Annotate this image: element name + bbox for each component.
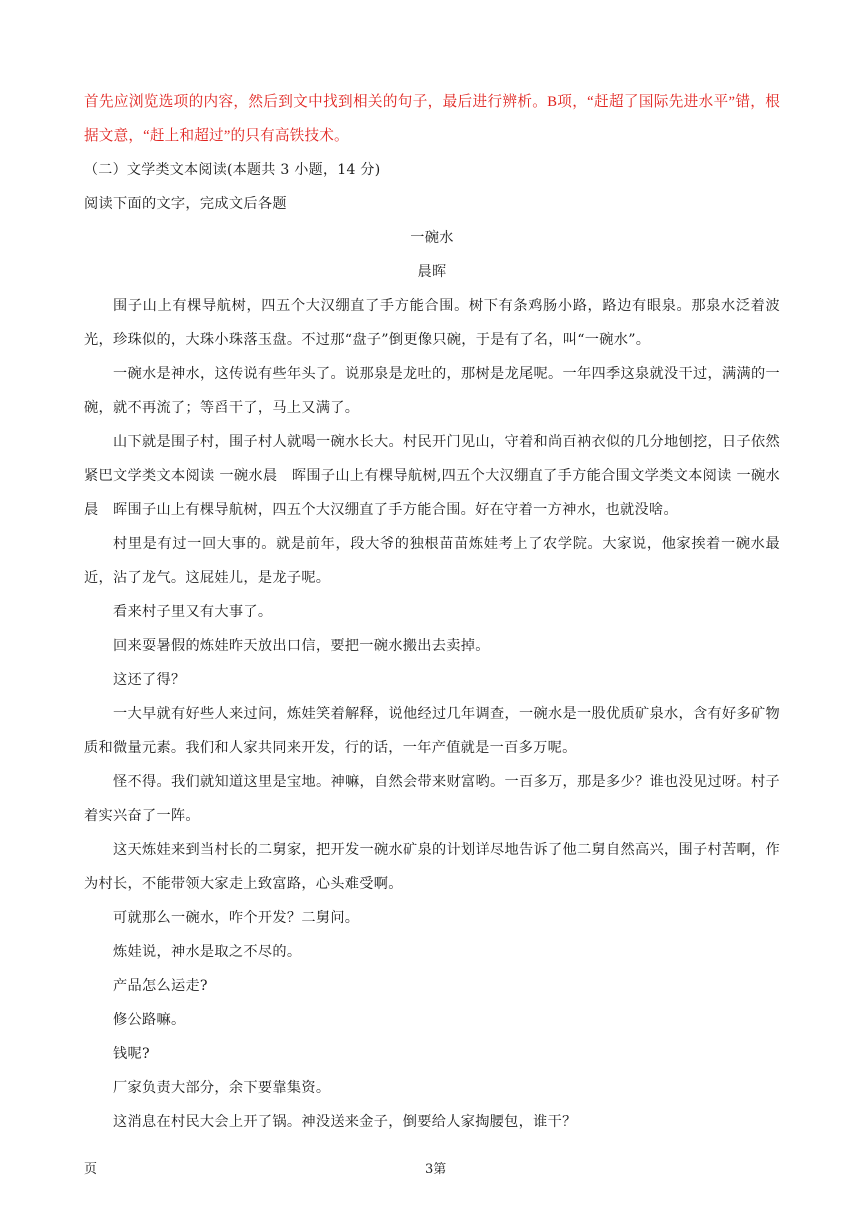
story-paragraph: 看来村子里又有大事了。 — [113, 604, 273, 620]
story-paragraph: 这消息在村民大会上开了锅。神没送来金子，倒要给人家掏腰包，谁干？ — [113, 1114, 577, 1130]
story-paragraph: 可就那么一碗水，咋个开发？二舅问。 — [113, 910, 360, 926]
story-paragraph: 村里是有过一回大事的。就是前年，段大爷的独根苗苗炼娃考上了农学院。大家说，他家挨着一碗水最近，沾了龙气。这屁娃儿，是龙子呢。 — [84, 536, 780, 586]
story-paragraph: 产品怎么运走? — [113, 978, 208, 994]
story-paragraph: 这还了得？ — [113, 672, 186, 688]
story-paragraph: 修公路嘛。 — [113, 1012, 186, 1028]
story-paragraph: 厂家负责大部分，余下要靠集资。 — [113, 1080, 331, 1096]
story-paragraph: 怪不得。我们就知道这里是宝地。神嘛，自然会带来财富哟。一百多万，那是多少？谁也没见过呀。村子着实兴奋了一阵。 — [84, 774, 780, 824]
story-paragraph: 钱呢? — [113, 1046, 150, 1062]
story-paragraph: 一大早就有好些人来过问，炼娃笑着解释，说他经过几年调查，一碗水是一股优质矿泉水，含有好多矿物质和微量元素。我们和人家共同来开发，行的话，一年产值就是一百多万呢。 — [84, 706, 780, 756]
page-content — [84, 85, 780, 1139]
story-author: 晨晖 — [417, 264, 447, 280]
story-paragraph: 山下就是围子村，围子村人就喝一碗水长大。村民开门见山，守着和尚百衲衣似的几分地刨挖，日子依然紧巴文学类文本阅读 一碗水晨 晖围子山上有棵导航树,四五个大汉绷直了手方能合围文学类文本阅读 一碗水晨 晖围子山上有棵导航树，四五个大汉绷直了手方能合围。好在守着一方神水，也就没啥。 — [84, 434, 780, 518]
story-paragraph: 围子山上有棵导航树，四五个大汉绷直了手方能合围。树下有条鸡肠小路，路边有眼泉。那泉水泛着波光，珍珠似的，大珠小珠落玉盘。不过那“盘子”倒更像只碗，于是有了名，叫“一碗水”。 — [84, 298, 780, 348]
story-paragraph: 这天炼娃来到当村长的二舅家，把开发一碗水矿泉的计划详尽地告诉了他二舅自然高兴，围子村苦啊，作为村长，不能带领大家走上致富路，心头难受啊。 — [84, 842, 780, 892]
reading-instruction: 阅读下面的文字，完成文后各题 — [84, 196, 287, 212]
section-heading: （二）文学类文本阅读(本题共 3 小题，14 分) — [84, 162, 381, 178]
story-title: 一碗水 — [410, 230, 454, 246]
story-paragraph: 一碗水是神水，这传说有些年头了。说那泉是龙吐的，那树是龙尾呢。一年四季这泉就没干过，满满的一碗，就不再流了；等舀干了，马上又满了。 — [84, 366, 780, 416]
footer-page-number: 3第 — [425, 1162, 447, 1177]
story-paragraph: 炼娃说，神水是取之不尽的。 — [113, 944, 302, 960]
answer-explanation: 首先应浏览选项的内容，然后到文中找到相关的句子，最后进行辨析。B项，“赶超了国际先进水平”错，根据文意，“赶上和超过”的只有高铁技术。 — [84, 94, 780, 144]
story-paragraph: 回来耍暑假的炼娃昨天放出口信，要把一碗水搬出去卖掉。 — [113, 638, 490, 654]
footer-page-label: 页 — [84, 1162, 98, 1177]
